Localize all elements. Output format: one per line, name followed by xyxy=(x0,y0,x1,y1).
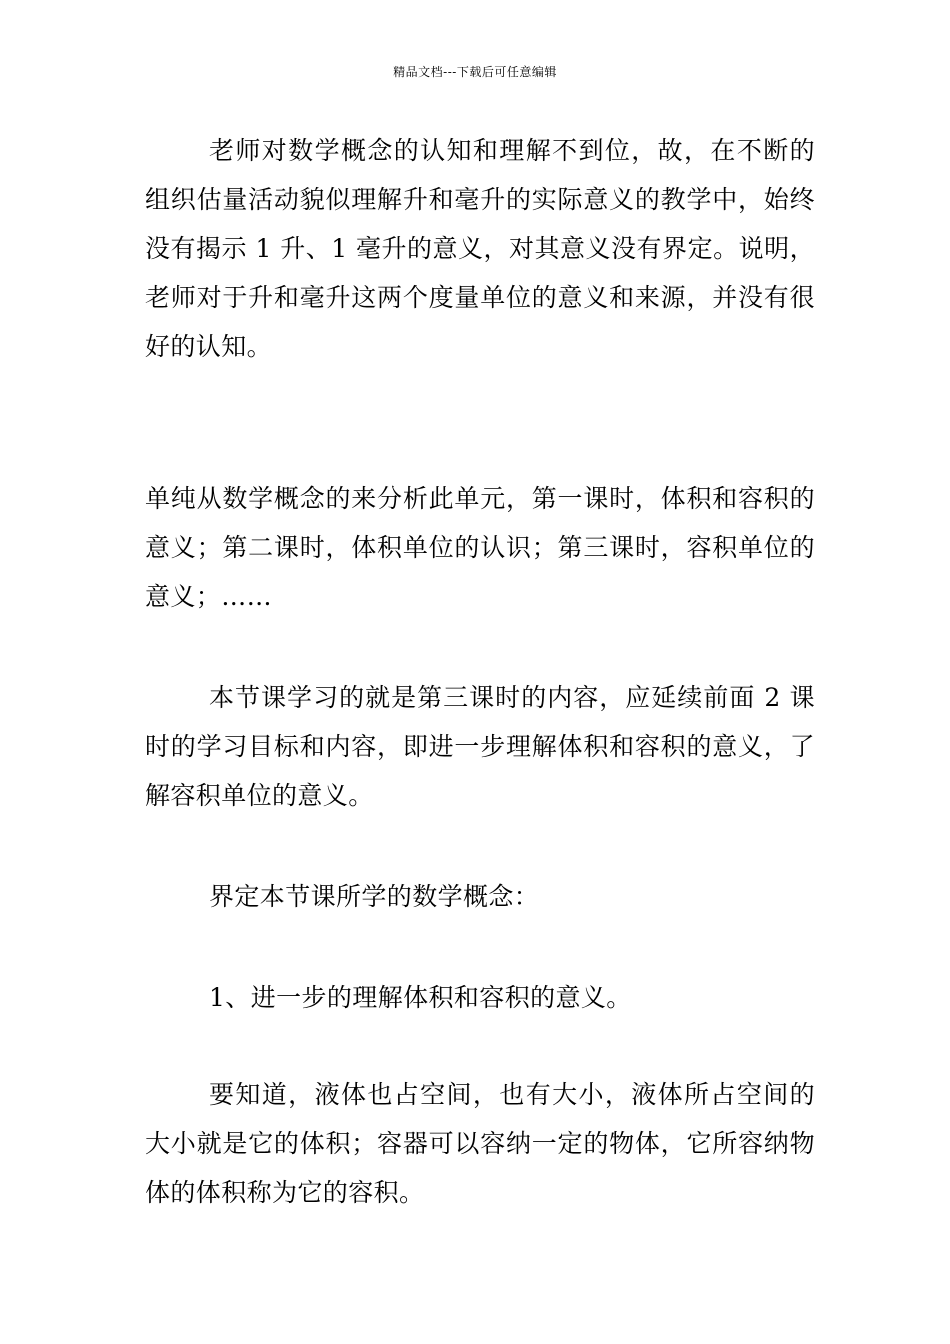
paragraph-unit-analysis: 单纯从数学概念的来分析此单元，第一课时，体积和容积的意义；第二课时，体积单位的认识；第三课时，容积单位的意义；…… xyxy=(145,484,815,611)
paragraph-teacher-understanding: 老师对数学概念的认知和理解不到位，故，在不断的组织估量活动貌似理解升和毫升的实际意义的教学中，始终没有揭示 1 升、1 毫升的意义，对其意义没有界定。说明，老师对于升和毫升这两个度量单位的意义和来源，并没有很好的认知。 xyxy=(145,136,815,361)
paragraph-lesson-content: 本节课学习的就是第三课时的内容，应延续前面 2 课时的学习目标和内容，即进一步理解体积和容积的意义，了解容积单位的意义。 xyxy=(145,683,815,810)
paragraph-define-concepts: 界定本节课所学的数学概念： xyxy=(209,882,540,911)
page-header: 精品文档---下载后可任意编辑 xyxy=(393,65,557,79)
paragraph-volume-capacity-definition: 要知道，液体也占空间，也有大小，液体所占空间的大小就是它的体积；容器可以容纳一定的物体，它所容纳物体的体积称为它的容积。 xyxy=(145,1080,815,1207)
paragraph-point-one: 1、进一步的理解体积和容积的意义。 xyxy=(209,983,632,1012)
